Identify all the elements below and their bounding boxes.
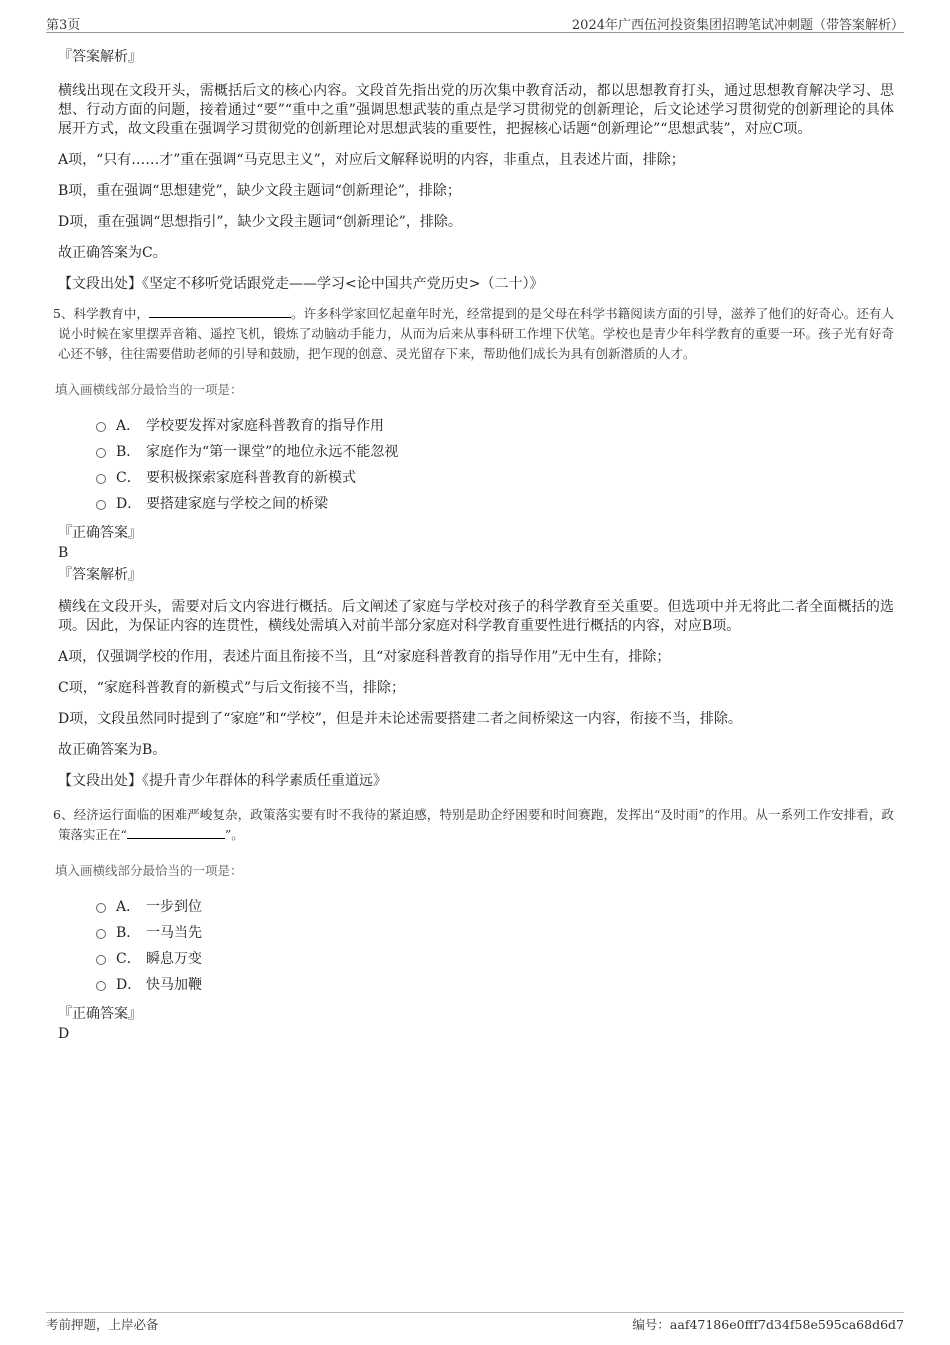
question-number: 6、 <box>53 807 74 822</box>
option-d[interactable]: D． 快马加鞭 <box>96 971 894 997</box>
analysis-option-b: B项，重在强调“思想建党”，缺少文段主题词“创新理论”，排除； <box>58 183 461 199</box>
radio-icon[interactable] <box>96 500 106 510</box>
analysis-option-a: A项，仅强调学校的作用，表述片面且衔接不当，且“对家庭科普教育的指导作用”无中生有，排除； <box>58 649 671 665</box>
correct-answer-label: 『正确答案』 <box>58 525 142 541</box>
document-title: 2024年广西伍河投资集团招聘笔试冲刺题（带答案解析） <box>571 17 904 33</box>
fill-blank <box>127 826 225 839</box>
analysis-option-d: D项，重在强调“思想指引”，缺少文段主题词“创新理论”，排除。 <box>58 214 462 230</box>
option-b[interactable]: B． 家庭作为“第一课堂”的地位永远不能忽视 <box>96 438 894 464</box>
question-6-stem: 6、经济运行面临的困难严峻复杂，政策落实要有时不我待的紧迫感，特别是助企纾困要和时间赛跑，发挥出“及时雨”的作用。从一系列工作安排看，政策落实正在“ ”。 <box>53 807 894 842</box>
document-id: 编号：aaf47186e0fff7d34f58e595ca68d6d7 <box>632 1317 904 1332</box>
option-c[interactable]: C． 要积极探索家庭科普教育的新模式 <box>96 464 894 490</box>
analysis-conclusion: 故正确答案为C。 <box>58 245 167 261</box>
page-footer <box>46 1312 904 1333</box>
question-5-options <box>58 412 894 516</box>
option-b[interactable]: B． 一马当先 <box>96 919 894 945</box>
question-5-hint: 填入画横线部分最恰当的一项是： <box>55 382 243 397</box>
correct-answer-label: 『正确答案』 <box>58 1006 142 1022</box>
radio-icon[interactable] <box>96 474 106 484</box>
page-header <box>46 14 904 33</box>
analysis-option-c: C项，“家庭科普教育的新模式”与后文衔接不当，排除； <box>58 680 406 696</box>
fill-blank <box>149 305 291 318</box>
radio-icon[interactable] <box>96 422 106 432</box>
option-a[interactable]: A． 一步到位 <box>96 893 894 919</box>
option-a[interactable]: A． 学校要发挥对家庭科普教育的指导作用 <box>96 412 894 438</box>
radio-icon[interactable] <box>96 955 106 965</box>
footer-slogan: 考前押题，上岸必备 <box>46 1317 159 1332</box>
page-content <box>53 44 894 1043</box>
analysis-label: 『答案解析』 <box>58 49 142 65</box>
analysis-option-a: A项，“只有……才”重在强调“马克思主义”，对应后文解释说明的内容，非重点，且表述片面，排除； <box>58 152 685 168</box>
source-citation: 【文段出处】《坚定不移听党话跟党走——学习<论中国共产党历史>（二十）》 <box>58 276 544 292</box>
radio-icon[interactable] <box>96 981 106 991</box>
analysis-paragraph: 横线出现在文段开头，需概括后文的核心内容。文段首先指出党的历次集中教育活动，都以思想教育打头，通过思想教育解决学习、思想、行动方面的问题，接着通过“要”“重中之重”强调思想武装的重点是学习贯彻党的创新理论，后文论述学习贯彻党的创新理论的具体展开方式，故文段重在强调学习贯彻党的创新理论对思想武装的重要性，把握核心话题“创新理论”“思想武装”，对应C项。 <box>58 83 894 137</box>
question-6-options <box>58 893 894 997</box>
analysis-conclusion: 故正确答案为B。 <box>58 742 167 758</box>
analysis-option-d: D项，文段虽然同时提到了“家庭”和“学校”，但是并未论述需要搭建二者之间桥梁这一内容，衔接不当，排除。 <box>58 711 742 727</box>
radio-icon[interactable] <box>96 448 106 458</box>
correct-answer: D <box>58 1026 70 1042</box>
correct-answer: B <box>58 545 69 561</box>
radio-icon[interactable] <box>96 903 106 913</box>
radio-icon[interactable] <box>96 929 106 939</box>
source-citation: 【文段出处】《提升青少年群体的科学素质任重道远》 <box>58 773 387 789</box>
question-5-stem: 5、科学教育中， 。许多科学家回忆起童年时光，经常提到的是父母在科学书籍阅读方面的引导，滋养了他们的好奇心。还有人说小时候在家里摆弄音箱、遥控飞机，锻炼了动脑动手能力，从而为后来从事科研工作埋下伏笔。学校也是青少年科学教育的重要一环。孩子光有好奇心还不够，往往需要借助老师的引导和鼓励，把乍现的创意、灵光留存下来，帮助他们成长为具有创新潜质的人才。 <box>53 306 894 361</box>
option-d[interactable]: D． 要搭建家庭与学校之间的桥梁 <box>96 490 894 516</box>
page-number: 第3页 <box>46 17 81 33</box>
analysis-paragraph: 横线在文段开头，需要对后文内容进行概括。后文阐述了家庭与学校对孩子的科学教育至关重要。但选项中并无将此二者全面概括的选项。因此，为保证内容的连贯性，横线处需填入对前半部分家庭对科学教育重要性进行概括的内容，对应B项。 <box>58 599 894 634</box>
question-6-hint: 填入画横线部分最恰当的一项是： <box>55 863 243 878</box>
option-c[interactable]: C． 瞬息万变 <box>96 945 894 971</box>
analysis-label: 『答案解析』 <box>58 567 142 583</box>
question-number: 5、 <box>53 306 74 321</box>
